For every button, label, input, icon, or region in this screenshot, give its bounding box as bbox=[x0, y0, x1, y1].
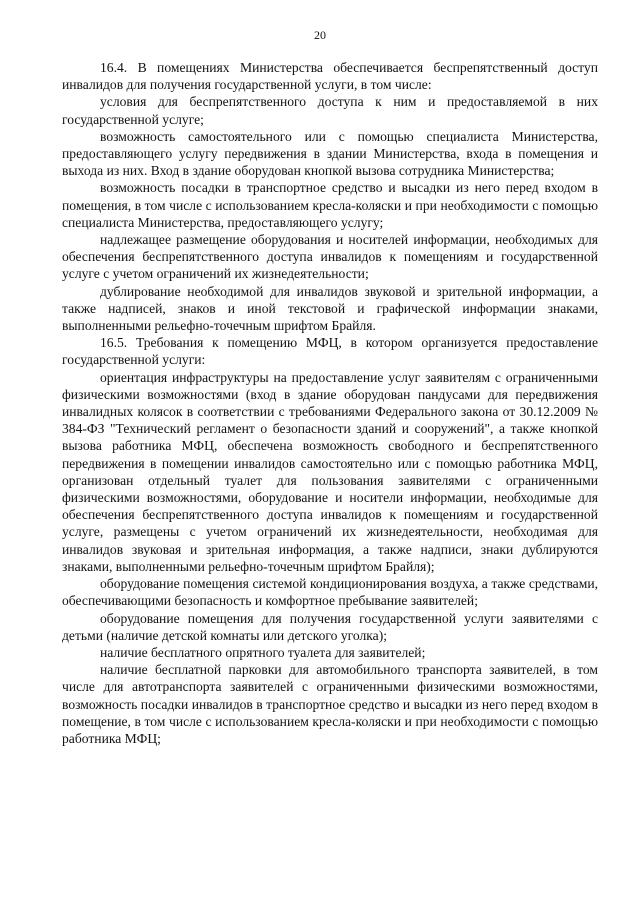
paragraph-free-toilet: наличие бесплатного опрятного туалета для заявителей; bbox=[100, 644, 426, 660]
page-number: 20 bbox=[314, 28, 326, 42]
paragraph-infrastructure-orientation: ориентация инфраструктуры на предоставление услуг заявителям с ограниченными физическими возможностями (вход в здание оборудован пандусами для передвижения инвалидных колясок в соответствии с требованиями Федерального закона от 30.12.2009 № 384-ФЗ "Технический регламент о безопасности зданий и сооружений", а также кнопкой вызова работника МФЦ, обеспечена возможность свободного и беспрепятственного передвижения в помещении инвалидов самостоятельно или с помощью работника МФЦ, организован отдельный туалет для пользования заявителями с ограниченными физическими возможностями, оборудование и носители информации, необходимые для обеспечения беспрепятственного доступа инвалидов к помещениям и государственной услуге, размещены с учетом ограничений их жизнедеятельности, необходимая для инвалидов звуковая и зрительная информация, а также надписи, знаки дублируются знаками, выполненными рельефно-точечным шрифтом Брайля); bbox=[62, 369, 598, 574]
paragraph-free-parking: наличие бесплатной парковки для автомобильного транспорта заявителей, в том числе для автотранспорта заявителей с ограниченными физическими возможностями, возможность посадки инвалидов в транспортное средство и высадки из него перед входом в помещение, в том числе с использованием кресла-коляски и при необходимости с помощью работника МФЦ; bbox=[62, 662, 598, 746]
paragraph-16-4-intro: 16.4. В помещениях Министерства обеспечивается беспрепятственный доступ инвалидов для получения государственной услуги, в том числе: bbox=[62, 60, 598, 93]
document-body bbox=[62, 59, 598, 747]
paragraph-equipment-placement: надлежащее размещение оборудования и носителей информации, необходимых для обеспечения беспрепятственного доступа инвалидов к помещениям и государственной услуге с учетом ограничений их жизнедеятельности; bbox=[62, 232, 598, 282]
paragraph-braille-duplication: дублирование необходимой для инвалидов звуковой и зрительной информации, а также надписей, знаков и иной текстовой и графической информации знаками, выполненными рельефно-точечным шрифтом Брайля. bbox=[62, 283, 598, 334]
paragraph-16-5-intro: 16.5. Требования к помещению МФЦ, в котором организуется предоставление государственной услуги: bbox=[62, 335, 598, 368]
paragraph-movement-assistance: возможность самостоятельного или с помощью специалиста Министерства, предоставляющего услугу передвижения в здании Министерства, входа в помещения и выхода из них. Вход в здание оборудован кнопкой вызова сотрудника Министерства; bbox=[62, 128, 598, 179]
paragraph-children-room: оборудование помещения для получения государственной услуги заявителями с детьми (наличие детской комнаты или детского уголка); bbox=[62, 610, 598, 643]
paragraph-vehicle-boarding: возможность посадки в транспортное средство и высадки из него перед входом в помещения, в том числе с использованием кресла-коляски и при необходимости с помощью специалиста Министерства, предоставляющего услугу; bbox=[62, 180, 598, 230]
paragraph-access-conditions: условия для беспрепятственного доступа к ним и предоставляемой в них государственной услуге; bbox=[62, 94, 598, 127]
paragraph-air-conditioning: оборудование помещения системой кондиционирования воздуха, а также средствами, обеспечивающими безопасность и комфортное пребывание заявителей; bbox=[62, 576, 598, 609]
